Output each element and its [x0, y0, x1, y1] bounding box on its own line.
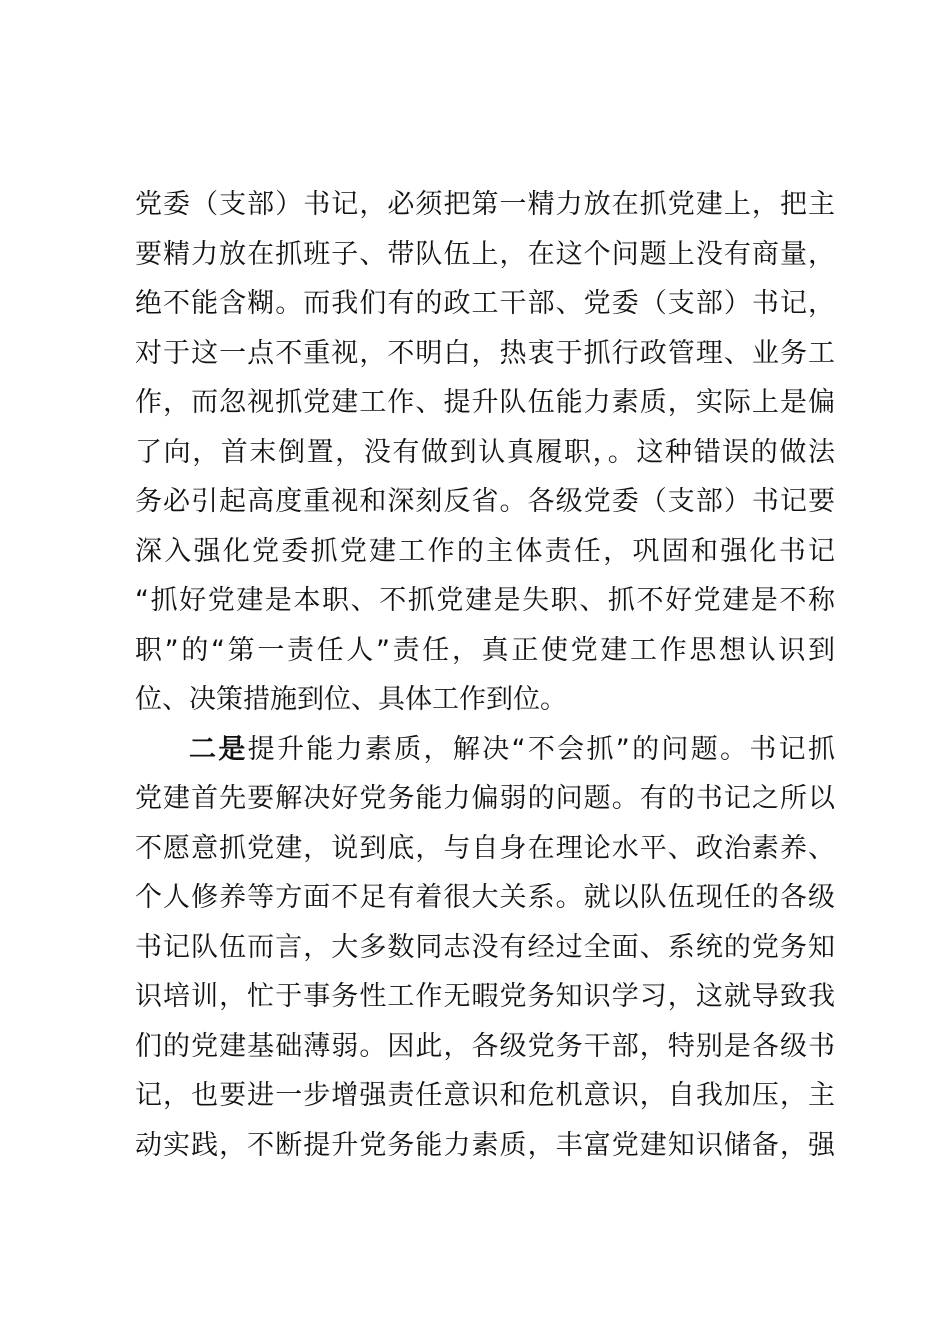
text-line: 绝不能含糊。而我们有的政工干部、党委（支部）书记，	[135, 288, 835, 319]
paragraph-1	[135, 180, 835, 725]
paragraph-2	[135, 725, 835, 1171]
text-line: 记，也要进一步增强责任意识和危机意识，自我加压，主	[135, 1080, 835, 1111]
text-line: 要精力放在抓班子、带队伍上，在这个问题上没有商量，	[135, 238, 835, 270]
text-line: 个人修养等方面不足有着很大关系。就以队伍现任的各级	[135, 882, 835, 913]
paragraph-lead: 二是	[189, 733, 248, 765]
text-line: 不愿意抓党建，说到底，与自身在理论水平、政治素养、	[135, 832, 835, 864]
text-line: 党建首先要解决好党务能力偏弱的问题。有的书记之所以	[135, 783, 835, 814]
text-line: 们的党建基础薄弱。因此，各级党务干部，特别是各级书	[135, 1030, 835, 1062]
text-line: 动实践，不断提升党务能力素质，丰富党建知识储备，强	[135, 1129, 835, 1161]
text-line: 识培训，忙于事务性工作无暇党务知识学习，这就导致我	[135, 981, 835, 1012]
text-line: 职”的“第一责任人”责任，真正使党建工作思想认识到	[135, 634, 835, 666]
text-line: 党委（支部）书记，必须把第一精力放在抓党建上，把主	[135, 189, 835, 220]
text-line: 深入强化党委抓党建工作的主体责任，巩固和强化书记	[135, 535, 835, 567]
text-span: 提升能力素质，解决“不会抓”的问题。书记抓	[247, 733, 835, 765]
text-line: 对于这一点不重视，不明白，热衷于抓行政管理、业务工	[135, 337, 835, 369]
text-line: 书记队伍而言，大多数同志没有经过全面、系统的党务知	[135, 931, 835, 963]
text-line: 务必引起高度重视和深刻反省。各级党委（支部）书记要	[135, 486, 835, 517]
text-line: “抓好党建是本职、不抓党建是失职、抓不好党建是不称	[135, 585, 835, 616]
text-line: 位、决策措施到位、具体工作到位。	[135, 684, 567, 715]
paragraph-first-line	[135, 725, 835, 775]
text-line: 了向，首末倒置，没有做到认真履职，。这种错误的做法	[135, 436, 835, 468]
document-body	[135, 180, 835, 1170]
text-line: 作，而忽视抓党建工作、提升队伍能力素质，实际上是偏	[135, 387, 835, 418]
